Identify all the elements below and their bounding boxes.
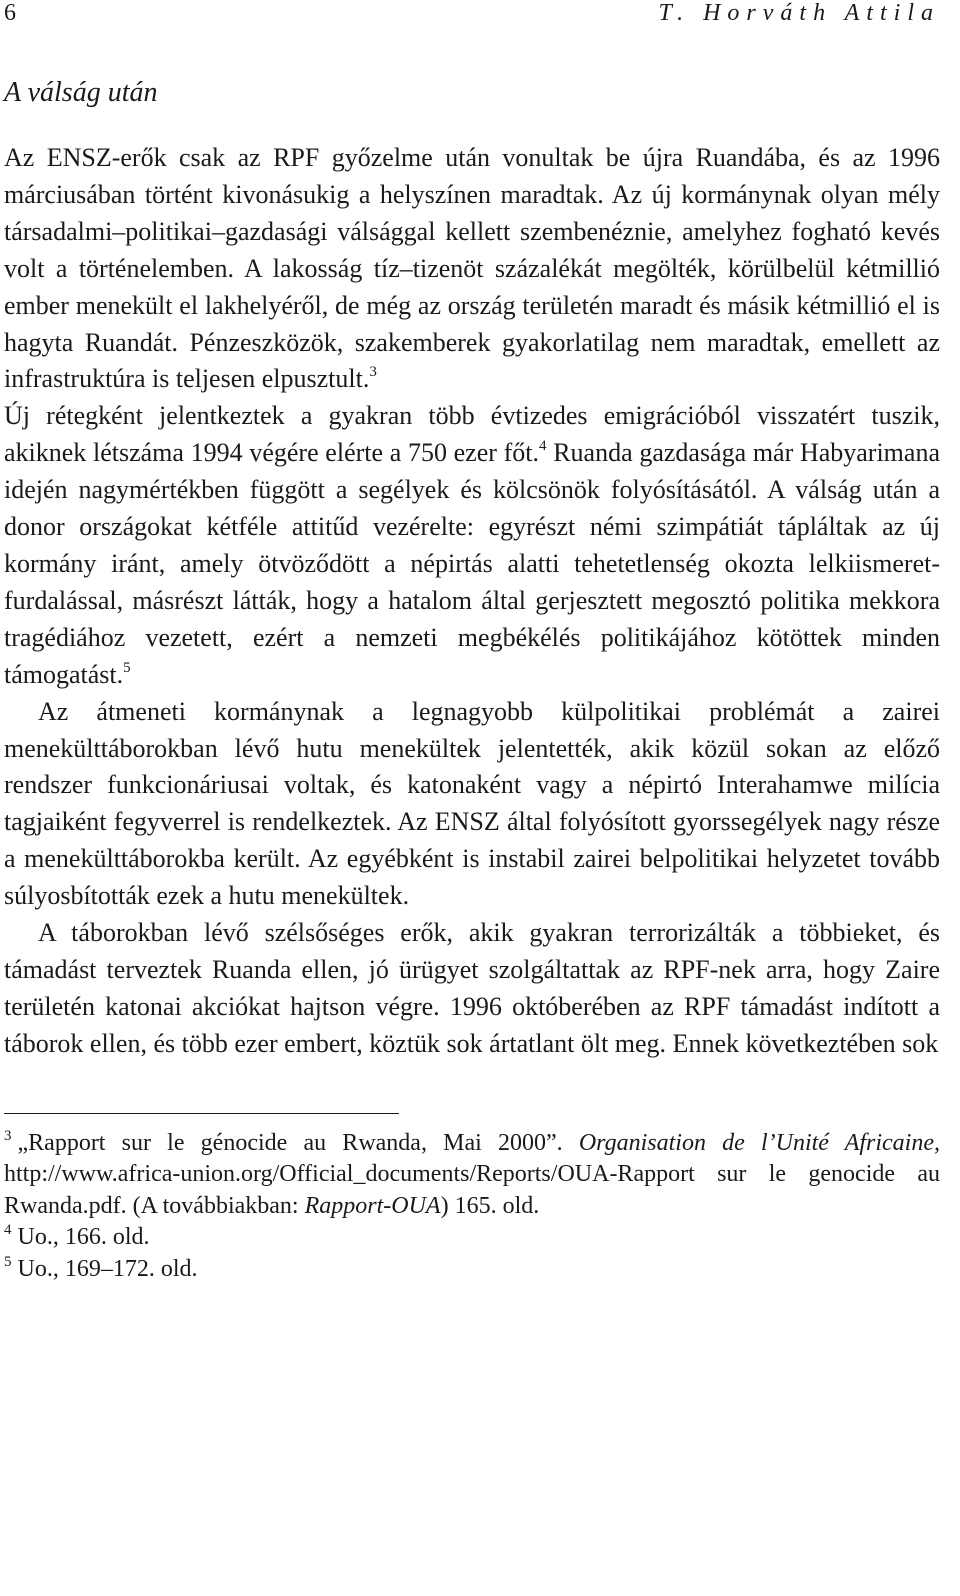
footnote-4 (4, 1222, 940, 1254)
footnote-5 (4, 1254, 940, 1286)
footnote-3-url[interactable]: http://www.africa-union.org/Official_documents/Reports/OUA-Rapport sur le genocide au Rwanda.pdf. (A továbbiakban: (4, 1161, 940, 1219)
paragraph-2a-text: Új rétegként jelentkeztek a gyakran több évtizedes emigrációból visszatért tuszik, akiknek létszáma 1994 végére elérte a 750 ezer főt. (4, 401, 940, 468)
paragraph-4: A táborokban lévő szélsőséges erők, akik gyakran terrorizálták a többieket, és támadást terveztek Ruanda ellen, jó ürügyet szolgáltattak az RPF-nek arra, hogy Zaire területén katonai akciókat hajtson végre. 1996 októberében az RPF támadást indított a táborok ellen, és több ezer embert, köztük sok ártatlant ölt meg. Ennek következtében sok (4, 918, 940, 1058)
paragraph-1 (4, 140, 940, 398)
body-text (4, 140, 940, 1063)
paragraph-2 (4, 398, 940, 693)
footnote-ref-3[interactable]: 3 (369, 364, 377, 381)
section-title: A válság után (4, 77, 158, 108)
running-author: T. Horváth Attila (658, 0, 940, 26)
running-header (4, 0, 940, 44)
footnotes (4, 1128, 940, 1286)
footnote-4-text: Uo., 166. old. (17, 1224, 150, 1251)
footnote-ref-5[interactable]: 5 (123, 659, 131, 676)
paragraph-3: Az átmeneti kormánynak a legnagyobb külpolitikai problémát a zairei menekülttáborokban lévő hutu menekültek jelentették, akik közül sokan az előző rendszer funkcionáriusai voltak, és katonaként vagy a népirtó Interahamwe milícia tagjaiként fegyverrel is rendelkeztek. Az ENSZ által folyósított gyorssegélyek nagy része a menekülttáborokba került. Az egyébként is instabil zairei belpolitikai helyzetet tovább súlyosbították ezek a hutu menekültek. (4, 696, 940, 911)
footnote-5-text: Uo., 169–172. old. (17, 1255, 198, 1282)
footnote-3-abbrev: Rapport-OUA (304, 1192, 441, 1219)
footnote-5-number: 5 (4, 1253, 12, 1270)
footnote-3-source: Organisation de l’Unité Africaine, (578, 1129, 941, 1156)
document-page (4, 0, 940, 1285)
paragraph-1-text: Az ENSZ-erők csak az RPF győzelme után vonultak be újra Ruandába, és az 1996 márciusában történt kivonásukig a helyszínen maradtak. Az új kormánynak olyan mély társadalmi–politikai–gazdasági válsággal kellett szembenéznie, amelyhez fogható kevés volt a történelemben. A lakosság tíz–tizenöt százalékát megölték, körülbelül kétmillió ember menekült el lakhelyéről, de még az ország területén maradt és másik kétmillió el is hagyta Ruandát. Pénzeszközök, szakemberek gyakorlatilag nem maradtak, emellett az infrastruktúra is teljesen elpusztult. (4, 143, 940, 394)
footnote-3-text-c: ) 165. old. (440, 1192, 540, 1219)
footnote-3-text-a: „Rapport sur le génocide au Rwanda, Mai 2000”. (17, 1129, 579, 1156)
footnote-3 (4, 1128, 940, 1223)
footnote-4-number: 4 (4, 1222, 12, 1239)
page-number: 6 (4, 0, 16, 26)
paragraph-2b-text: Ruanda gazdasága már Habyarimana idején nagymértékben függött a segélyek és kölcsönök folyósításától. A válság után a donor országokat kétféle attitűd vezérelte: egyrészt némi szimpátiát tápláltak az új kormány iránt, amely ötvöződött a népirtás alatti tehetetlenség okozta lelkiismeret-furdalással, másrészt látták, hogy a hatalom által gerjesztett megosztó politika mekkora tragédiához vezetett, ezért a nemzeti megbékélés politikájához kötöttek minden támogatást. (4, 438, 940, 689)
footnote-divider (4, 1113, 399, 1114)
footnote-3-number: 3 (4, 1127, 12, 1144)
footnote-ref-4[interactable]: 4 (539, 438, 547, 455)
